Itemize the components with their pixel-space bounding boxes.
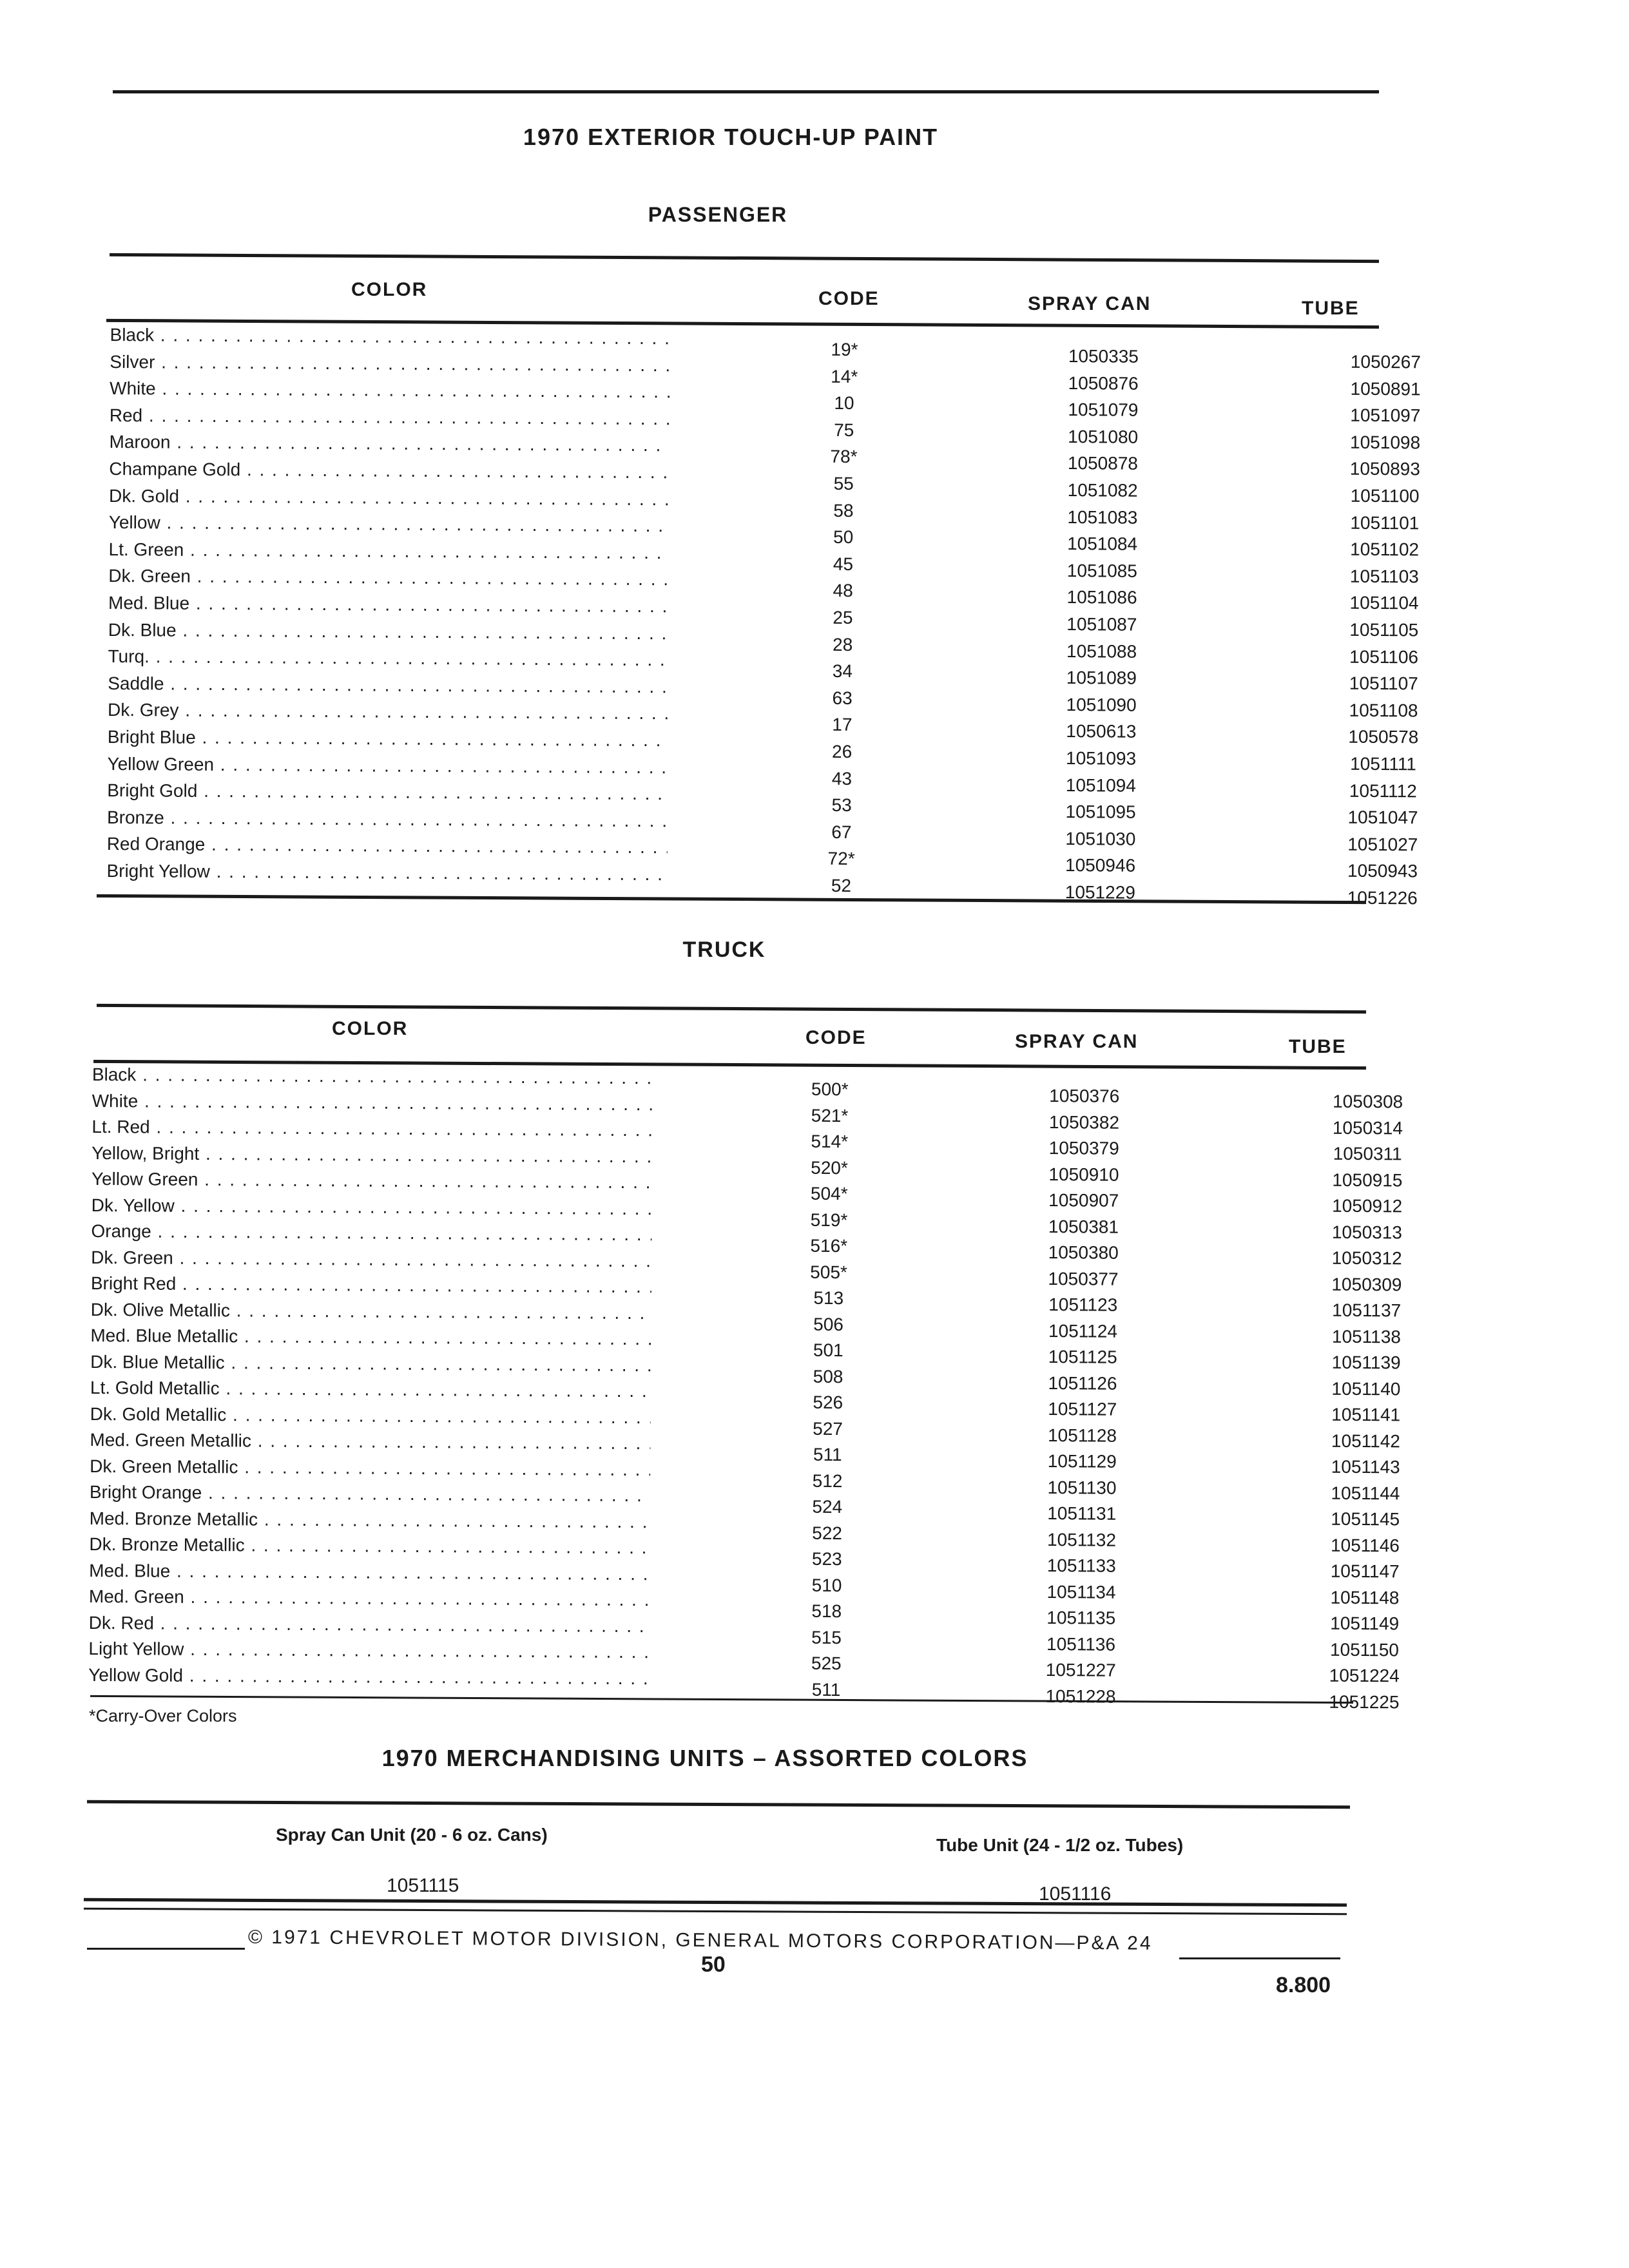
color-name: Dk. Green Metallic . . . xyxy=(90,1456,650,1479)
spray-unit-label: Spray Can Unit (20 - 6 oz. Cans) xyxy=(276,1825,548,1845)
color-code: 511 xyxy=(813,1444,842,1465)
tube-part-number: 1051141 xyxy=(1331,1404,1401,1425)
color-code: 525 xyxy=(811,1653,842,1674)
truck-tube-header: TUBE xyxy=(1289,1036,1347,1057)
color-name: Light Yellow . . . xyxy=(88,1639,649,1662)
color-code: 55 xyxy=(833,473,854,494)
color-code: 508 xyxy=(813,1366,843,1387)
tube-part-number: 1051105 xyxy=(1349,619,1419,640)
section-number: 8.800 xyxy=(1276,1973,1331,1997)
tube-part-number: 1051027 xyxy=(1347,834,1418,855)
color-code: 506 xyxy=(813,1314,844,1334)
color-name: Bright Orange . . . xyxy=(90,1482,650,1506)
merch-bottom-rule xyxy=(84,1908,1347,1916)
color-code: 52 xyxy=(831,875,852,896)
spray-can-part-number: 1051087 xyxy=(1066,613,1137,635)
tube-part-number: 1051226 xyxy=(1347,887,1418,908)
color-code: 14* xyxy=(831,366,858,387)
spray-can-part-number: 1050907 xyxy=(1048,1190,1119,1211)
carry-over-note: *Carry-Over Colors xyxy=(89,1706,237,1725)
spray-can-part-number: 1050381 xyxy=(1048,1216,1119,1237)
spray-can-part-number: 1051030 xyxy=(1065,828,1136,849)
tube-part-number: 1050891 xyxy=(1350,378,1421,399)
color-name: White . . . xyxy=(92,1090,653,1114)
color-code: 513 xyxy=(813,1287,844,1309)
color-name: Dk. Bronze Metallic . . . xyxy=(89,1534,650,1558)
footer-right-rule xyxy=(1179,1957,1340,1959)
spray-can-part-number: 1050878 xyxy=(1067,453,1138,474)
color-code: 10 xyxy=(834,393,854,414)
spray-can-part-number: 1051227 xyxy=(1045,1660,1116,1680)
spray-unit-number: 1051115 xyxy=(387,1875,459,1896)
tube-part-number: 1051098 xyxy=(1350,432,1421,453)
spray-can-part-number: 1051131 xyxy=(1047,1503,1117,1524)
copyright-line: © 1971 CHEVROLET MOTOR DIVISION, GENERAL MOTORS CORPORATION—P&A 24 xyxy=(247,1927,1153,1954)
tube-part-number: 1050578 xyxy=(1348,727,1419,747)
passenger-top-rule xyxy=(110,253,1379,263)
color-code: 43 xyxy=(831,768,853,789)
tube-part-number: 1051144 xyxy=(1331,1483,1400,1503)
color-name: Dk. Grey . . . xyxy=(108,700,668,724)
color-code: 58 xyxy=(833,500,854,521)
color-code: 28 xyxy=(833,634,853,655)
tube-part-number: 1050309 xyxy=(1331,1274,1402,1294)
spray-can-part-number: 1051129 xyxy=(1047,1451,1117,1472)
color-code: 17 xyxy=(832,715,853,735)
spray-can-part-number: 1050377 xyxy=(1048,1268,1119,1289)
tube-part-number: 1051148 xyxy=(1330,1587,1400,1608)
color-code: 25 xyxy=(833,607,853,628)
color-code: 48 xyxy=(833,581,853,601)
color-name: Lt. Green . . . xyxy=(108,539,669,563)
tube-part-number: 1050312 xyxy=(1331,1247,1402,1269)
tube-part-number: 1051097 xyxy=(1350,405,1421,426)
passenger-tube-header: TUBE xyxy=(1302,298,1360,319)
color-name: Dk. Yellow . . . xyxy=(92,1195,652,1218)
spray-can-part-number: 1051086 xyxy=(1066,587,1137,608)
color-code: 67 xyxy=(831,822,852,842)
color-name: Dk. Gold . . . xyxy=(109,486,670,510)
tube-part-number: 1051106 xyxy=(1349,646,1419,667)
tube-part-number: 1051103 xyxy=(1349,566,1419,587)
tube-part-number: 1051146 xyxy=(1330,1535,1400,1555)
color-name: Med. Green . . . xyxy=(89,1586,650,1610)
passenger-code-header: CODE xyxy=(818,288,880,309)
color-name: Yellow Green . . . xyxy=(92,1169,652,1193)
color-name: Turq. . . . xyxy=(108,646,668,670)
spray-can-part-number: 1051134 xyxy=(1046,1581,1116,1602)
footer-left-rule xyxy=(87,1948,245,1950)
spray-can-part-number: 1050910 xyxy=(1048,1164,1119,1185)
color-name: Med. Blue Metallic . . . xyxy=(90,1325,651,1349)
spray-can-part-number: 1051128 xyxy=(1047,1425,1117,1446)
spray-can-part-number: 1051083 xyxy=(1067,506,1138,528)
color-name: Orange . . . xyxy=(91,1221,651,1245)
page-number: 50 xyxy=(701,1952,726,1977)
color-code: 53 xyxy=(831,794,852,816)
color-name: Black . . . xyxy=(92,1064,653,1088)
color-code: 523 xyxy=(811,1548,842,1570)
tube-part-number: 1051047 xyxy=(1347,807,1418,828)
color-name: Med. Blue . . . xyxy=(89,1560,650,1584)
color-name: Maroon . . . xyxy=(109,432,670,456)
tube-part-number: 1051224 xyxy=(1329,1665,1400,1686)
color-code: 26 xyxy=(831,741,853,762)
color-code: 510 xyxy=(811,1575,842,1595)
passenger-heading: PASSENGER xyxy=(648,203,788,226)
color-name: Dk. Blue Metallic . . . xyxy=(90,1351,651,1375)
passenger-table xyxy=(106,324,1421,908)
tube-part-number: 1051107 xyxy=(1349,673,1418,694)
tube-part-number: 1051100 xyxy=(1350,485,1420,506)
color-name: Med. Blue . . . xyxy=(108,593,669,617)
tube-part-number: 1051143 xyxy=(1331,1456,1400,1477)
spray-can-part-number: 1051088 xyxy=(1066,640,1137,662)
spray-can-part-number: 1050382 xyxy=(1048,1111,1120,1133)
spray-can-part-number: 1050379 xyxy=(1048,1138,1119,1158)
tube-part-number: 1050893 xyxy=(1349,459,1420,479)
tube-unit-number: 1051116 xyxy=(1039,1883,1112,1905)
spray-can-part-number: 1051094 xyxy=(1065,774,1136,796)
color-name: Bright Yellow . . . xyxy=(106,861,667,885)
color-name: Bright Gold . . . xyxy=(107,780,668,804)
spray-can-part-number: 1051136 xyxy=(1046,1633,1116,1655)
color-code: 524 xyxy=(812,1496,843,1517)
tube-part-number: 1051138 xyxy=(1331,1326,1402,1347)
spray-can-part-number: 1051132 xyxy=(1046,1529,1117,1550)
color-name: Black . . . xyxy=(110,325,670,349)
spray-can-part-number: 1051124 xyxy=(1048,1320,1118,1341)
color-name: Saddle . . . xyxy=(108,673,668,697)
color-code: 50 xyxy=(833,526,854,548)
truck-table xyxy=(88,1064,1403,1712)
tube-part-number: 1051101 xyxy=(1350,512,1420,533)
color-code: 527 xyxy=(813,1418,843,1439)
top-rule xyxy=(113,90,1379,93)
merchandising-title: 1970 MERCHANDISING UNITS – ASSORTED COLORS xyxy=(381,1745,1028,1771)
color-code: 75 xyxy=(834,419,854,440)
color-name: Bright Blue . . . xyxy=(108,727,668,751)
truck-color-header: COLOR xyxy=(332,1018,409,1039)
tube-part-number: 1051111 xyxy=(1350,753,1417,774)
page-title: 1970 EXTERIOR TOUCH-UP PAINT xyxy=(523,124,939,150)
color-name: Dk. Green . . . xyxy=(108,566,669,590)
tube-part-number: 1050313 xyxy=(1331,1222,1403,1242)
spray-can-part-number: 1051084 xyxy=(1067,533,1138,554)
spray-can-part-number: 1051095 xyxy=(1065,802,1136,822)
spray-can-part-number: 1051125 xyxy=(1048,1347,1117,1367)
color-code: 34 xyxy=(832,660,853,682)
spray-can-part-number: 1051079 xyxy=(1068,399,1139,420)
spray-can-part-number: 1051228 xyxy=(1045,1686,1116,1707)
spray-can-part-number: 1051080 xyxy=(1068,426,1139,447)
color-name: Dk. Blue . . . xyxy=(108,619,669,643)
tube-part-number: 1051108 xyxy=(1349,700,1418,721)
tube-part-number: 1051147 xyxy=(1330,1561,1400,1582)
color-code: 520* xyxy=(811,1157,848,1178)
spray-can-part-number: 1050335 xyxy=(1068,346,1139,367)
color-code: 63 xyxy=(832,687,853,708)
color-name: Dk. Olive Metallic . . . xyxy=(91,1299,651,1323)
spray-can-part-number: 1051082 xyxy=(1067,480,1138,501)
color-name: Lt. Red . . . xyxy=(92,1117,652,1140)
color-name: Red . . . xyxy=(110,405,670,429)
spray-can-part-number: 1051229 xyxy=(1065,881,1135,903)
spray-can-part-number: 1051130 xyxy=(1047,1477,1117,1498)
color-name: Med. Green Metallic . . . xyxy=(90,1430,650,1454)
spray-can-part-number: 1050380 xyxy=(1048,1242,1119,1263)
spray-can-part-number: 1050613 xyxy=(1066,721,1137,742)
tube-part-number: 1051145 xyxy=(1331,1508,1400,1530)
tube-part-number: 1051104 xyxy=(1349,593,1419,613)
color-name: Bright Red . . . xyxy=(91,1273,651,1297)
truck-spray-header: SPRAY CAN xyxy=(1015,1031,1139,1052)
spray-can-part-number: 1051089 xyxy=(1066,668,1137,688)
tube-unit-label: Tube Unit (24 - 1/2 oz. Tubes) xyxy=(936,1835,1184,1855)
tube-part-number: 1050311 xyxy=(1333,1143,1402,1164)
color-name: Yellow Green . . . xyxy=(107,753,668,777)
tube-part-number: 1051225 xyxy=(1329,1691,1400,1712)
color-name: Yellow . . . xyxy=(109,512,670,536)
color-code: 519* xyxy=(810,1209,848,1230)
color-code: 522 xyxy=(812,1523,843,1543)
spray-can-part-number: 1051135 xyxy=(1046,1608,1116,1628)
color-name: Champane Gold . . . xyxy=(109,459,670,483)
color-code: 514* xyxy=(811,1131,849,1152)
merch-top-rule xyxy=(87,1800,1350,1809)
passenger-bottom-rule xyxy=(97,894,1366,904)
color-code: 512 xyxy=(812,1470,843,1491)
tube-part-number: 1050267 xyxy=(1350,351,1421,372)
spray-can-part-number: 1051123 xyxy=(1048,1294,1118,1315)
color-name: Dk. Red . . . xyxy=(89,1612,650,1636)
color-code: 500* xyxy=(811,1079,849,1100)
spray-can-part-number: 1050946 xyxy=(1065,855,1136,876)
tube-part-number: 1050915 xyxy=(1332,1169,1403,1190)
color-code: 526 xyxy=(813,1392,843,1413)
color-code: 521* xyxy=(811,1105,849,1126)
color-name: White . . . xyxy=(110,378,670,402)
color-name: Med. Bronze Metallic . . . xyxy=(90,1508,650,1532)
color-code: 505* xyxy=(810,1262,847,1282)
color-code: 19* xyxy=(831,339,858,360)
color-name: Red Orange . . . xyxy=(107,834,668,858)
spray-can-part-number: 1051133 xyxy=(1046,1555,1116,1576)
tube-part-number: 1050912 xyxy=(1332,1195,1403,1216)
tube-part-number: 1051137 xyxy=(1332,1300,1402,1321)
color-code: 518 xyxy=(811,1600,842,1622)
color-name: Yellow Gold . . . xyxy=(88,1664,649,1688)
tube-part-number: 1051149 xyxy=(1330,1613,1400,1634)
tube-part-number: 1050308 xyxy=(1333,1091,1403,1112)
tube-part-number: 1050943 xyxy=(1347,860,1418,881)
color-name: Dk. Green . . . xyxy=(91,1247,651,1271)
spray-can-part-number: 1051126 xyxy=(1048,1372,1117,1394)
color-code: 72* xyxy=(827,849,855,869)
color-code: 45 xyxy=(833,553,854,574)
color-code: 515 xyxy=(811,1627,842,1648)
color-code: 516* xyxy=(810,1235,848,1256)
color-name: Yellow, Bright . . . xyxy=(92,1142,652,1166)
color-code: 78* xyxy=(830,447,858,467)
tube-part-number: 1051112 xyxy=(1349,780,1417,801)
tube-part-number: 1051140 xyxy=(1331,1378,1401,1399)
spray-can-part-number: 1051085 xyxy=(1066,560,1137,581)
truck-code-header: CODE xyxy=(805,1027,867,1048)
spray-can-part-number: 1051090 xyxy=(1066,694,1137,715)
tube-part-number: 1051102 xyxy=(1350,539,1420,560)
color-name: Lt. Gold Metallic . . . xyxy=(90,1378,651,1401)
color-code: 504* xyxy=(810,1183,848,1204)
spray-can-part-number: 1050876 xyxy=(1068,372,1139,394)
tube-part-number: 1051139 xyxy=(1331,1352,1401,1373)
color-name: Bronze . . . xyxy=(107,807,668,831)
truck-top-rule xyxy=(97,1004,1366,1014)
color-name: Dk. Gold Metallic . . . xyxy=(90,1403,651,1427)
merch-mid-rule xyxy=(84,1898,1347,1907)
passenger-color-header: COLOR xyxy=(351,279,428,300)
passenger-spray-header: SPRAY CAN xyxy=(1028,293,1152,314)
truck-heading: TRUCK xyxy=(682,937,766,962)
spray-can-part-number: 1051127 xyxy=(1048,1399,1117,1419)
color-code: 501 xyxy=(813,1340,843,1361)
color-code: 511 xyxy=(811,1679,841,1700)
tube-part-number: 1051142 xyxy=(1331,1430,1401,1451)
tube-part-number: 1050314 xyxy=(1332,1117,1403,1138)
tube-part-number: 1051150 xyxy=(1329,1639,1400,1660)
color-name: Silver . . . xyxy=(110,352,670,376)
spray-can-part-number: 1050376 xyxy=(1049,1086,1120,1106)
spray-can-part-number: 1051093 xyxy=(1065,747,1137,769)
